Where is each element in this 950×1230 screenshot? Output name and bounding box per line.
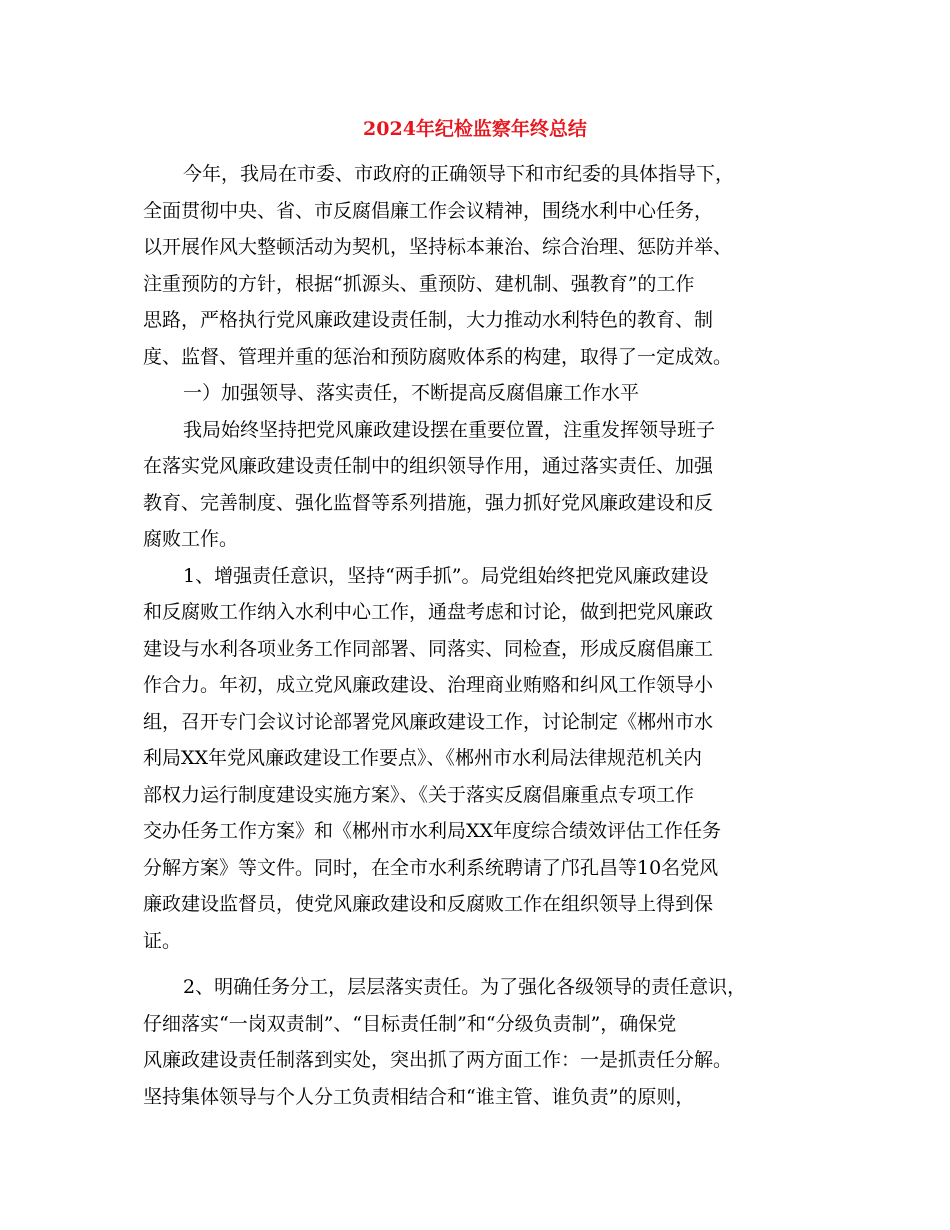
text-line: 在落实党风廉政建设责任制中的组织领导作用，通过落实责任、加强: [143, 455, 714, 477]
text-line: 今年，我局在市委、市政府的正确领导下和市纪委的具体指导下，: [183, 163, 735, 185]
text-line: 证。: [143, 929, 182, 952]
text-line: 我局始终坚持把党风廉政建设摆在重要位置，注重发挥领导班子: [183, 418, 716, 441]
text-line: 坚持集体领导与个人分工负责相结合和“谁主管、谁负责”的原则，: [143, 1085, 695, 1108]
text-line: 分解方案》等文件。同时，在全市水利系统聘请了邝孔昌等10名党风: [143, 856, 719, 879]
text-line: 廉政建设监督员，使党风廉政建设和反腐败工作在组织领导上得到保: [143, 893, 714, 915]
text-line: 风廉政建设责任制落到实处，突出抓了两方面工作：一是抓责任分解。: [143, 1049, 733, 1071]
text-line: 度、监督、管理并重的惩治和预防腐败体系的构建，取得了一定成效。: [143, 345, 733, 368]
text-line: 组，召开专门会议讨论部署党风廉政建设工作，讨论制定《郴州市水: [143, 710, 714, 733]
text-line: 教育、完善制度、强化监督等系列措施，强力抓好党风廉政建设和反: [143, 491, 714, 514]
text-line: 注重预防的方针，根据“抓源头、重预防、建机制、强教育”的工作: [143, 272, 695, 295]
text-line: 交办任务工作方案》和《郴州市水利局XX年度综合绩效评估工作任务: [143, 820, 722, 842]
text-line: 作合力。年初，成立党风廉政建设、治理商业贿赂和纠风工作领导小: [143, 674, 714, 696]
text-line: 思路，严格执行党风廉政建设责任制，大力推动水利特色的教育、制: [143, 309, 714, 331]
text-line: 建设与水利各项业务工作同部署、同落实、同检查，形成反腐倡廉工: [143, 637, 714, 660]
section-heading: 一）加强领导、落实责任，不断提高反腐倡廉工作水平: [183, 382, 640, 404]
text-line: 部权力运行制度建设实施方案》、《关于落实反腐倡廉重点专项工作: [143, 783, 695, 806]
document-body: [143, 156, 815, 1115]
text-line: 以开展作风大整顿活动为契机，坚持标本兼治、综合治理、惩防并举、: [143, 236, 733, 258]
paragraph-gap: [143, 959, 815, 969]
text-line: 2、明确任务分工，层层落实责任。为了强化各级领导的责任意识，: [183, 976, 747, 998]
text-line: 1、增强责任意识，坚持“两手抓”。局党组始终把党风廉政建设: [183, 564, 709, 587]
text-line: 全面贯彻中央、省、市反腐倡廉工作会议精神，围绕水利中心任务，: [143, 199, 714, 222]
document-title: 2024年纪检监察年终总结: [363, 118, 587, 140]
text-line: 仔细落实“一岗双责制”、“目标责任制”和“分级负责制”，确保党: [143, 1012, 677, 1035]
text-line: 和反腐败工作纳入水利中心工作，通盘考虑和讨论，做到把党风廉政: [143, 601, 714, 623]
text-line: 腐败工作。: [143, 528, 239, 550]
text-line: 利局XX年党风廉政建设工作要点》、《郴州市水利局法律规范机关内: [143, 747, 703, 769]
